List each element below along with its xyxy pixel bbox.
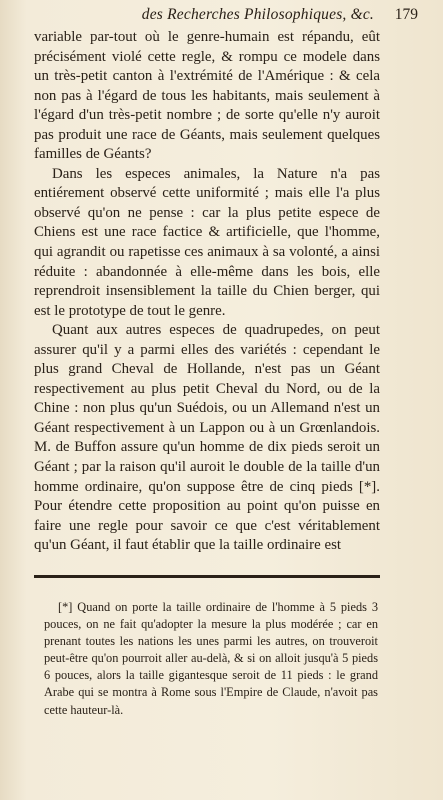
page-number: 179: [394, 6, 418, 23]
footnote-divider: [34, 575, 380, 578]
paragraph-animal-species: Dans les especes animales, la Nature n'a pas entiérement observé cette uniformité ; mais elle l'a plus observé qu'on ne pense : car la plus petite espece de Chiens est une race factice & artificielle, que l'homme, qui agrandit ou rapetisse ces animaux à sa volonté, a ainsi réduite : abandonnée à elle-même dans les bois, elle reprendroit insensiblement la taille du Chien berger, qui est le prototype de tout le genre.: [34, 165, 380, 319]
paragraph-continuation: variable par-tout où le genre-humain est répandu, eût précisément violé cette regle, & rompu ce modele dans un très-petit canton à l'extrémité de l'Amérique : & cela non pas à l'égard de tous les habitants, mais seulement à l'égard d'un très-petit nombre ; de sorte qu'elle n'y auroit pas produit une race de Géants, mais seulement quelques familles de Géants?: [34, 29, 380, 163]
main-text: [34, 28, 380, 556]
running-title: des Recherches Philosophiques, &c.: [141, 6, 374, 23]
paragraph-quadrupeds: Quant aux autres especes de quadrupedes, on peut assurer qu'il y a parmi elles des variétés : cependant le plus grand Cheval de Hollande, n'est pas un Géant respectivement au plus petit Cheval du Nord, ou de la Chine : non plus qu'un Suédois, ou un Allemand n'est un Géant respectivement à un Lappon ou à un Grœnlandois. M. de Buffon assure qu'un homme de dix pieds seroit un Géant ; par la raison qu'il auroit le double de la taille d'un homme ordinaire, qu'on suppose être de cinq pieds [*]. Pour étendre cette proposition au point qu'on puisse en faire une regle pour savoir ce que c'est véritablement qu'un Géant, il faut établir que la taille ordinaire est: [34, 322, 380, 554]
footnote-text: [*] Quand on porte la taille ordinaire de l'homme à 5 pieds 3 pouces, on ne fait qu'adopter la mesure la plus modérée ; car en prenant toutes les nations les unes parmi les autres, on trouveroit peut-être qu'on pourroit aller au-delà, & si on alloit jusqu'à 5 pieds 6 pouces, alors la taille gigantesque seroit de 11 pieds : le grand Arabe qui se montra à Rome sous l'Empire de Claude, n'avoit pas cette hauteur-là.: [44, 600, 378, 717]
footnote: [44, 599, 378, 719]
running-head: [56, 6, 418, 26]
